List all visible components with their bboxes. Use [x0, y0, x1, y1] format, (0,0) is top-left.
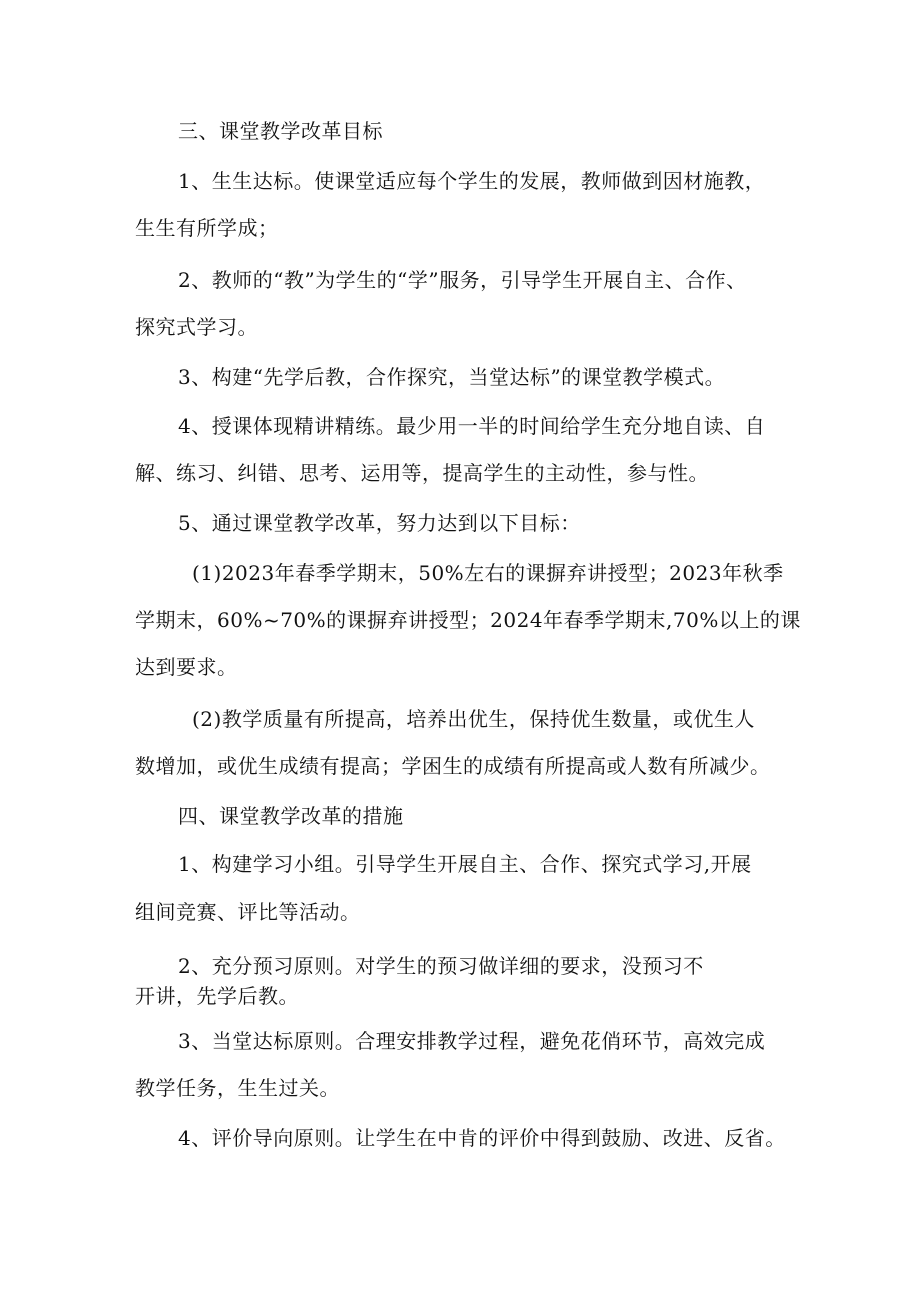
paragraph-line: 教学任务，生生过关。 — [135, 1076, 340, 1100]
paragraph-line: 组间竞赛、评比等活动。 — [135, 900, 361, 924]
paragraph-line: 开讲，先学后教。 — [135, 984, 299, 1008]
paragraph-line: 5、通过课堂教学改革，努力达到以下目标： — [178, 511, 581, 535]
paragraph-line: 数增加，或优生成绩有提高；学困生的成绩有所提高或人数有所减少。 — [135, 754, 771, 778]
paragraph-line: (2)教学质量有所提高，培养出优生，保持优生数量，或优生人 — [192, 707, 755, 731]
paragraph-line: (1)2023年春季学期末，50%左右的课摒弃讲授型；2023年秋季 — [192, 561, 784, 585]
paragraph-line: 2、教师的“教”为学生的“学”服务，引导学生开展自主、合作、 — [178, 268, 747, 292]
paragraph-line: 1、构建学习小组。引导学生开展自主、合作、探究式学习,开展 — [178, 852, 752, 876]
paragraph-line: 达到要求。 — [135, 655, 238, 679]
section-heading-measures: 四、课堂教学改革的措施 — [178, 804, 404, 828]
paragraph-line: 3、当堂达标原则。合理安排教学过程，避免花俏环节，高效完成 — [178, 1029, 766, 1053]
paragraph-line: 2、充分预习原则。对学生的预习做详细的要求，没预习不 — [178, 954, 704, 978]
paragraph-line: 4、评价导向原则。让学生在中肯的评价中得到鼓励、改进、反省。 — [178, 1126, 786, 1150]
paragraph-line: 学期末，60%~70%的课摒弃讲授型；2024年春季学期末,70%以上的课 — [135, 608, 801, 632]
paragraph-line: 3、构建“先学后教，合作探究，当堂达标”的课堂教学模式。 — [178, 365, 726, 389]
section-heading-goals: 三、课堂教学改革目标 — [178, 119, 383, 143]
paragraph-line: 探究式学习。 — [135, 315, 258, 339]
paragraph-line: 解、练习、纠错、思考、运用等，提高学生的主动性，参与性。 — [135, 461, 709, 485]
paragraph-line: 1、生生达标。使课堂适应每个学生的发展，教师做到因材施教， — [178, 169, 766, 193]
paragraph-line: 生生有所学成； — [135, 216, 279, 240]
paragraph-line: 4、授课体现精讲精练。最少用一半的时间给学生充分地自读、自 — [178, 414, 766, 438]
